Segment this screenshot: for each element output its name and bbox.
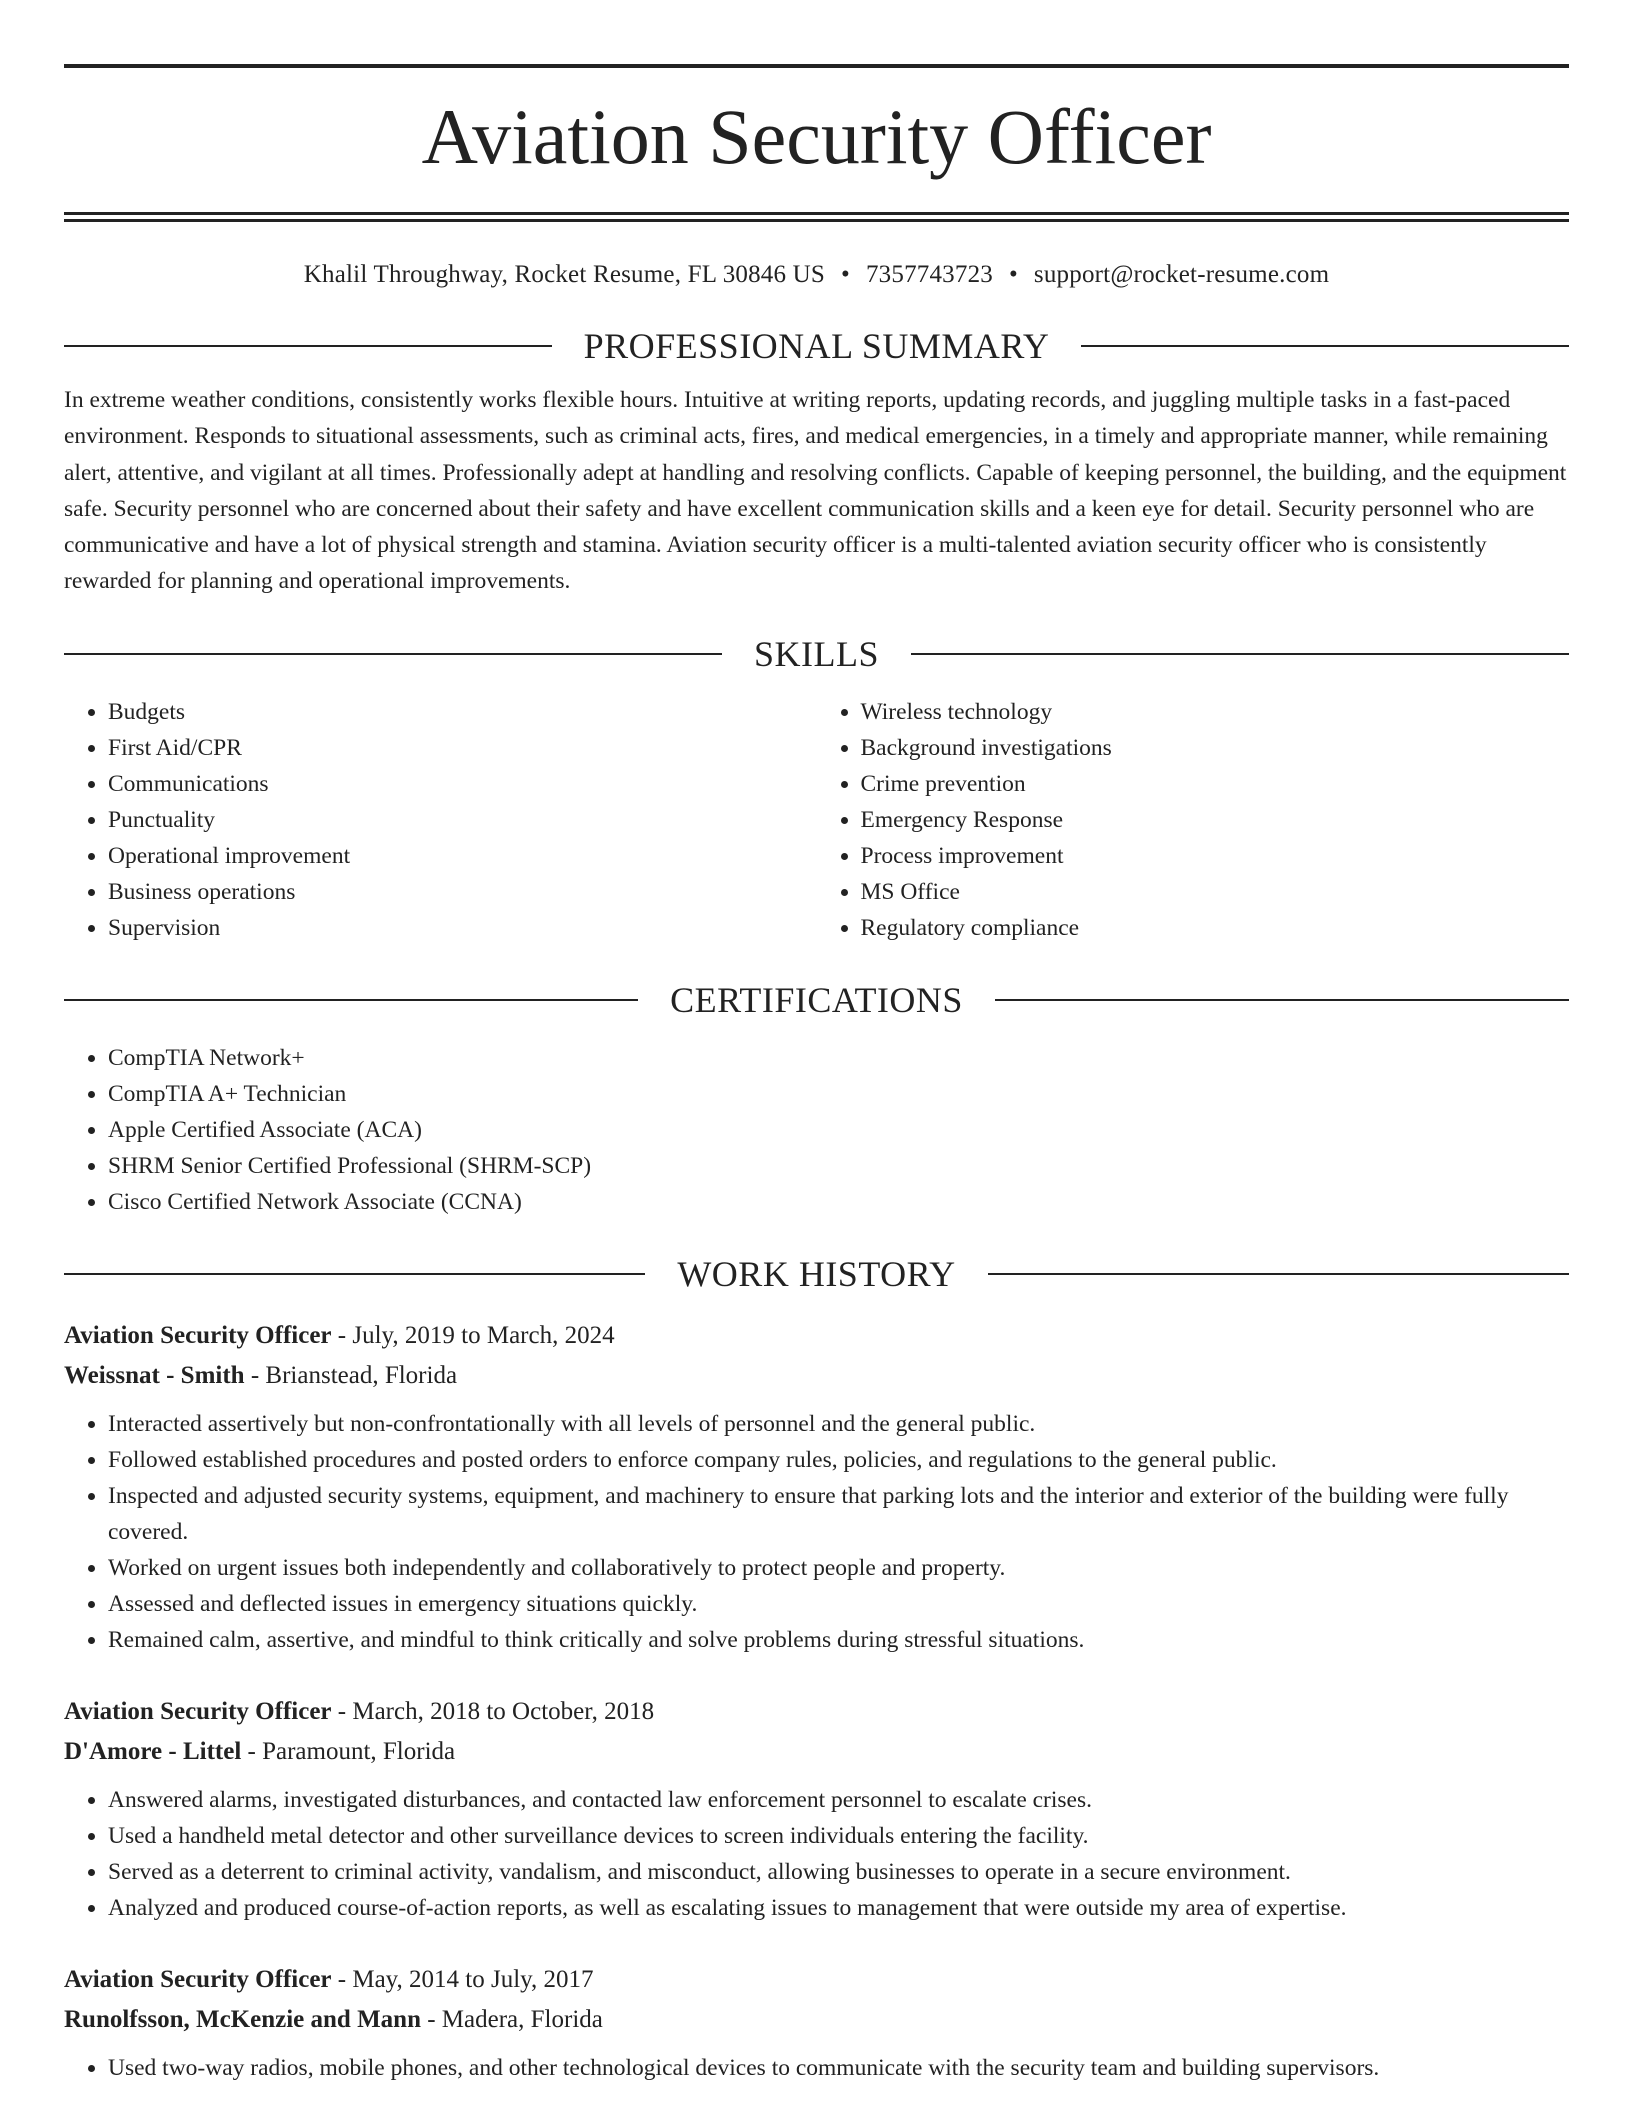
heading-rule-left bbox=[64, 999, 638, 1001]
skill-item: • Process improvement bbox=[861, 838, 1570, 874]
heading-rule-right bbox=[988, 1273, 1569, 1275]
job-entry bbox=[64, 1316, 1569, 1658]
certifications-block bbox=[64, 1040, 1569, 1220]
certification-item: • SHRM Senior Certified Professional (SHRM-SCP) bbox=[108, 1148, 1569, 1184]
heading-rule-left bbox=[64, 345, 552, 347]
job-company: D'Amore - Littel bbox=[64, 1737, 242, 1765]
skill-item: • Crime prevention bbox=[861, 766, 1570, 802]
summary-text: In extreme weather conditions, consistently works flexible hours. Intuitive at writing reports, updating records, and juggling multiple tasks in a fast-paced environment. Responds to situational assessments, such as criminal acts, fires, and medical emergencies, in a timely and appropriate manner, while remaining alert, attentive, and vigilant at all times. Professionally adept at handling and resolving conflicts. Capable of keeping personnel, the building, and the equipment safe. Security personnel who are concerned about their safety and have excellent communication skills and a keen eye for detail. Security personnel who are communicative and have a lot of physical strength and stamina. Aviation security officer is a multi-talented aviation security officer who is consistently rewarded for planning and operational improvements. bbox=[64, 387, 1567, 595]
summary-heading bbox=[64, 324, 1569, 368]
resume-title: Aviation Security Officer bbox=[421, 93, 1212, 180]
job-bullets bbox=[64, 2050, 1569, 2086]
job-bullets bbox=[64, 1406, 1569, 1658]
job-title: Aviation Security Officer bbox=[64, 1965, 332, 1993]
job-entry bbox=[64, 1692, 1569, 1926]
job-entry bbox=[64, 1960, 1569, 2086]
resume-page bbox=[64, 0, 1569, 2086]
job-title-line bbox=[64, 1960, 1569, 2000]
skill-item: • Emergency Response bbox=[861, 802, 1570, 838]
job-bullet: • Followed established procedures and posted orders to enforce company rules, policies, and regulations to the general public. bbox=[108, 1442, 1569, 1478]
contact-address: Khalil Throughway, Rocket Resume, FL 30846 US bbox=[303, 261, 826, 288]
heading-rule-left bbox=[64, 653, 722, 655]
job-bullet: • Answered alarms, investigated disturbances, and contacted law enforcement personnel to escalate crises. bbox=[108, 1782, 1569, 1818]
skills-heading bbox=[64, 632, 1569, 676]
heading-rule-right bbox=[1081, 345, 1569, 347]
skill-item: • Background investigations bbox=[861, 730, 1570, 766]
job-company: Weissnat - Smith bbox=[64, 1361, 245, 1389]
contact-email: support@rocket-resume.com bbox=[1033, 261, 1330, 288]
certifications-list bbox=[64, 1040, 1569, 1220]
skills-list-right bbox=[817, 694, 1570, 946]
contact-separator: • bbox=[1008, 261, 1018, 288]
work-history-heading-label: WORK HISTORY bbox=[677, 1253, 956, 1294]
certification-item: • CompTIA A+ Technician bbox=[108, 1076, 1569, 1112]
summary-heading-label: PROFESSIONAL SUMMARY bbox=[583, 326, 1050, 366]
skills-columns bbox=[64, 694, 1569, 946]
job-company-line bbox=[64, 1732, 1569, 1772]
job-dates: - July, 2019 to March, 2024 bbox=[331, 1321, 615, 1349]
job-bullet: • Served as a deterrent to criminal activity, vandalism, and misconduct, allowing businesses to operate in a secure environment. bbox=[108, 1854, 1569, 1890]
job-bullet: • Analyzed and produced course-of-action reports, as well as escalating issues to management that were outside my area of expertise. bbox=[108, 1890, 1569, 1926]
heading-rule-left bbox=[64, 1273, 645, 1275]
job-title-line bbox=[64, 1316, 1569, 1356]
contact-phone: 7357743723 bbox=[865, 261, 993, 288]
heading-rule-right bbox=[995, 999, 1569, 1001]
contact-separator: • bbox=[841, 261, 850, 288]
skill-item: • MS Office bbox=[861, 874, 1570, 910]
title-double-rule bbox=[64, 212, 1569, 222]
job-dates: - May, 2014 to July, 2017 bbox=[331, 1965, 594, 1993]
skill-item: • Business operations bbox=[108, 874, 817, 910]
heading-rule-right bbox=[911, 653, 1569, 655]
skill-item: • Communications bbox=[108, 766, 817, 802]
skills-heading-label: SKILLS bbox=[754, 633, 880, 674]
job-location: - Madera, Florida bbox=[420, 2005, 603, 2033]
job-bullet: • Interacted assertively but non-confrontationally with all levels of personnel and the general public. bbox=[108, 1406, 1569, 1442]
job-company-line bbox=[64, 1356, 1569, 1396]
job-company-line bbox=[64, 2000, 1569, 2040]
certification-item: • Cisco Certified Network Associate (CCNA) bbox=[108, 1184, 1569, 1220]
job-location: - Paramount, Florida bbox=[241, 1737, 456, 1765]
contact-line bbox=[64, 258, 1569, 292]
work-history-heading bbox=[64, 1252, 1569, 1296]
job-bullet: • Used a handheld metal detector and other surveillance devices to screen individuals entering the facility. bbox=[108, 1818, 1569, 1854]
job-bullets bbox=[64, 1782, 1569, 1926]
job-title: Aviation Security Officer bbox=[64, 1321, 332, 1349]
job-location: - Brianstead, Florida bbox=[244, 1361, 458, 1389]
certification-item: • Apple Certified Associate (ACA) bbox=[108, 1112, 1569, 1148]
job-bullet: • Remained calm, assertive, and mindful to think critically and solve problems during stressful situations. bbox=[108, 1622, 1569, 1658]
skill-item: • Budgets bbox=[108, 694, 817, 730]
skill-item: • Regulatory compliance bbox=[861, 910, 1570, 946]
certifications-heading-label: CERTIFICATIONS bbox=[670, 979, 963, 1020]
job-bullet: • Worked on urgent issues both independently and collaboratively to protect people and property. bbox=[108, 1550, 1569, 1586]
job-dates: - March, 2018 to October, 2018 bbox=[331, 1697, 655, 1725]
skill-item: • Punctuality bbox=[108, 802, 817, 838]
job-bullet: • Assessed and deflected issues in emergency situations quickly. bbox=[108, 1586, 1569, 1622]
job-title: Aviation Security Officer bbox=[64, 1697, 332, 1725]
skill-item: • Wireless technology bbox=[861, 694, 1570, 730]
job-company: Runolfsson, McKenzie and Mann bbox=[64, 2005, 421, 2033]
job-bullet: • Used two-way radios, mobile phones, and other technological devices to communicate with the security team and building supervisors. bbox=[108, 2050, 1569, 2086]
skill-item: • Operational improvement bbox=[108, 838, 817, 874]
job-title-line bbox=[64, 1692, 1569, 1732]
certifications-heading bbox=[64, 978, 1569, 1022]
skills-list-left bbox=[64, 694, 817, 946]
job-bullet: • Inspected and adjusted security systems, equipment, and machinery to ensure that parking lots and the interior and exterior of the building were fully covered. bbox=[108, 1478, 1569, 1550]
skill-item: • Supervision bbox=[108, 910, 817, 946]
top-rule bbox=[64, 64, 1569, 68]
certification-item: • CompTIA Network+ bbox=[108, 1040, 1569, 1076]
skill-item: • First Aid/CPR bbox=[108, 730, 817, 766]
